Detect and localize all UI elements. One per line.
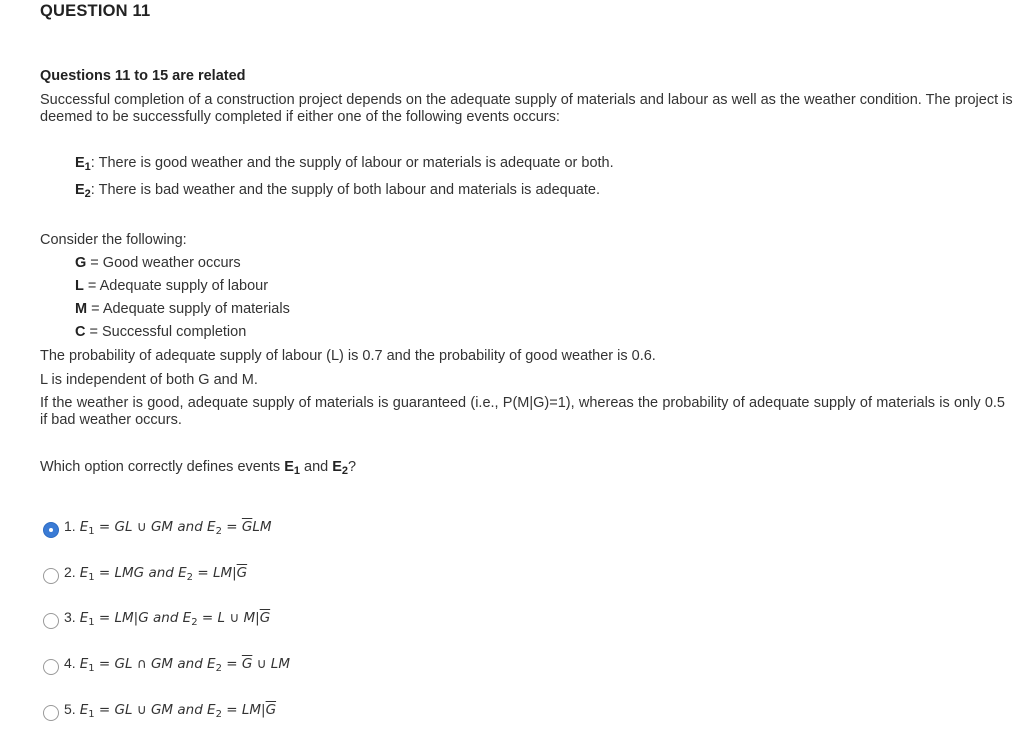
- option-1-radio[interactable]: [43, 522, 59, 538]
- related-note: Questions 11 to 15 are related: [40, 68, 246, 84]
- event-e2-text: : There is bad weather and the supply of both labour and materials is adequate.: [90, 182, 600, 198]
- option-2-label[interactable]: 2. $E_1$ = LMG and $E_2 = LM|\overline{G}$: [64, 564, 248, 583]
- option-5-radio[interactable]: [43, 705, 59, 721]
- definition-g: G = Good weather occurs: [75, 255, 241, 271]
- intro-paragraph: Successful completion of a construction project depends on the adequate supply of materials and labour as well as the weather condition. The project is deemed to be successfully completed if either one of the following events occurs:: [40, 92, 1013, 125]
- event-e2-label: $E_2$: [75, 182, 91, 200]
- event-e1-label: $E_1$: [75, 155, 91, 173]
- question-prompt: Which option correctly defines events $E_1$ and $E_2$?: [40, 459, 357, 477]
- consider-label: Consider the following:: [40, 232, 187, 248]
- fact-probability: The probability of adequate supply of labour (L) is 0.7 and the probability of good weather is 0.6.: [40, 348, 656, 364]
- definition-l: L = Adequate supply of labour: [75, 278, 269, 294]
- event-e1-text: : There is good weather and the supply of labour or materials is adequate or both.: [90, 155, 614, 171]
- definition-c: C = Successful completion: [75, 324, 247, 340]
- option-4-label[interactable]: 4. $E_1$ = GL ∩ GM and $E_2 = \overline{G}$ ∪ LM: [64, 655, 290, 674]
- fact-independence: L is independent of both G and M.: [40, 372, 258, 388]
- fact-conditional: If the weather is good, adequate supply of materials is guaranteed (i.e., P(M|G)=1), whereas the probability of adequate supply of materials is only 0.5 if bad weather occurs.: [40, 395, 1005, 428]
- option-2-radio[interactable]: [43, 568, 59, 584]
- option-3-label[interactable]: 3. $E_1 = LM|G$ and $E_2 = L$ ∪ $M|\overline{G}$: [64, 609, 271, 628]
- option-3-radio[interactable]: [43, 613, 59, 629]
- option-5-label[interactable]: 5. $E_1$ = GL ∪ GM and $E_2 = LM|\overline{G}$: [64, 701, 277, 720]
- option-4-radio[interactable]: [43, 659, 59, 675]
- event-e2: [75, 182, 600, 200]
- option-1-label[interactable]: 1. $E_1$ = GL ∪ GM and $E_2 = \overline{G}LM$: [64, 518, 272, 537]
- definition-m: M = Adequate supply of materials: [75, 301, 290, 317]
- question-title: QUESTION 11: [40, 2, 151, 20]
- event-e1: [75, 155, 614, 173]
